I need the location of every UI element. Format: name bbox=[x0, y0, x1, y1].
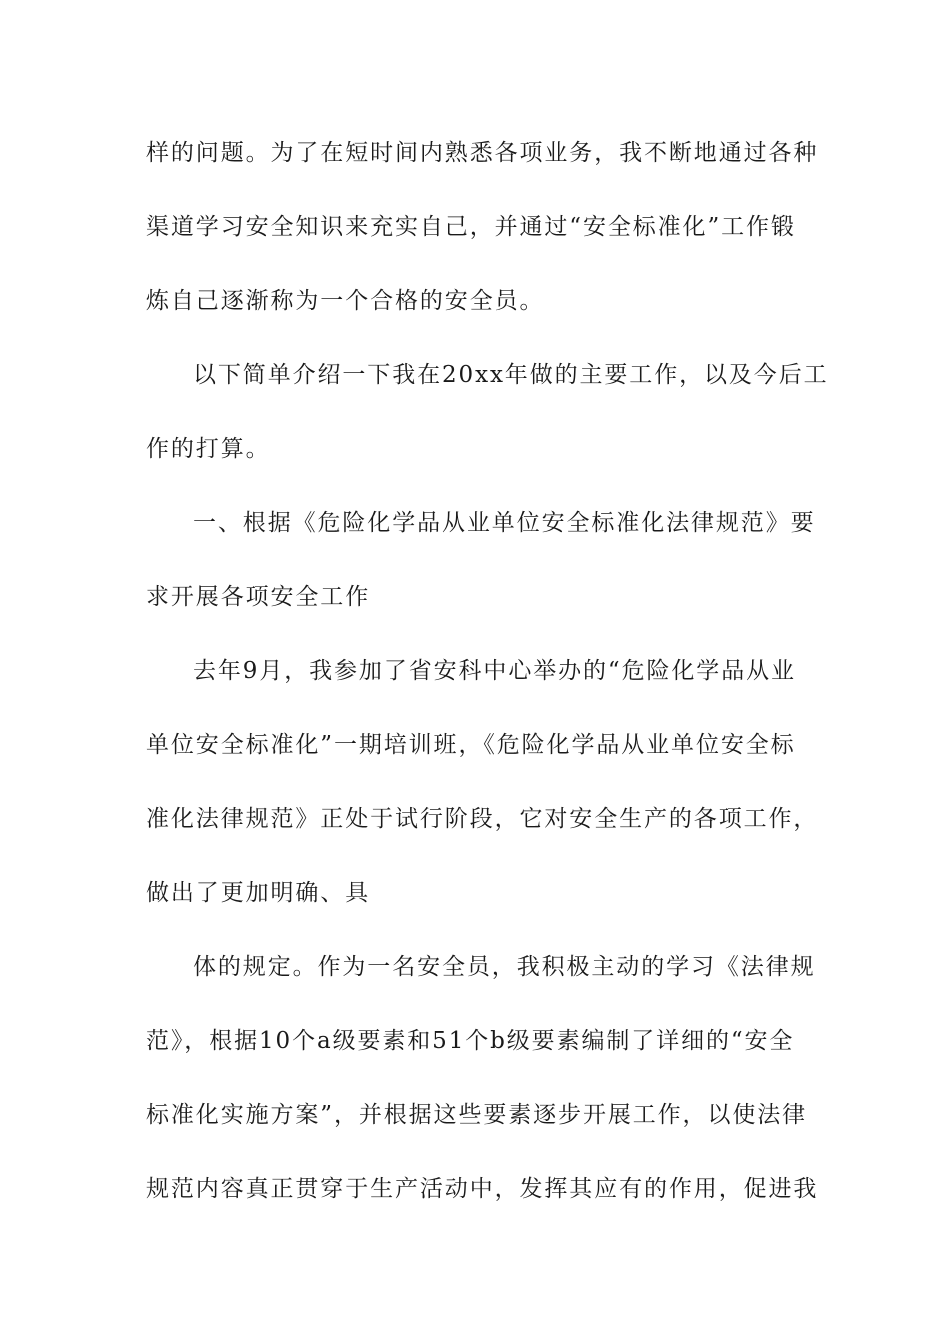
text-line: 准化法律规范》正处于试行阶段，它对安全生产的各项工作， bbox=[146, 806, 819, 832]
text-line: 规范内容真正贯穿于生产活动中，发挥其应有的作用，促进我 bbox=[146, 1176, 819, 1202]
text-line: 炼自己逐渐称为一个合格的安全员。 bbox=[146, 288, 545, 314]
text-line: 样的问题。为了在短时间内熟悉各项业务，我不断地通过各种 bbox=[146, 140, 819, 166]
text-line: 渠道学习安全知识来充实自己，并通过“安全标准化”工作锻 bbox=[146, 214, 796, 240]
text-line: 体的规定。作为一名安全员，我积极主动的学习《法律规 bbox=[193, 954, 816, 980]
text-line: 作的打算。 bbox=[146, 436, 271, 462]
text-line: 标准化实施方案”，并根据这些要素逐步开展工作，以使法律 bbox=[146, 1102, 808, 1128]
text-line: 范》，根据10个a级要素和51个b级要素编制了详细的“安全 bbox=[146, 1028, 795, 1054]
text-line: 做出了更加明确、具 bbox=[146, 880, 371, 906]
section-heading-continued: 求开展各项安全工作 bbox=[146, 584, 371, 610]
text-line: 单位安全标准化”一期培训班，《危险化学品从业单位安全标 bbox=[146, 732, 796, 758]
paragraph-intro: 以下简单介绍一下我在20xx年做的主要工作，以及今后工 bbox=[193, 362, 829, 388]
section-heading: 一、根据《危险化学品从业单位安全标准化法律规范》要 bbox=[193, 510, 816, 536]
text-line: 去年9月，我参加了省安科中心举办的“危险化学品从业 bbox=[193, 658, 796, 684]
body-text bbox=[146, 130, 829, 1240]
